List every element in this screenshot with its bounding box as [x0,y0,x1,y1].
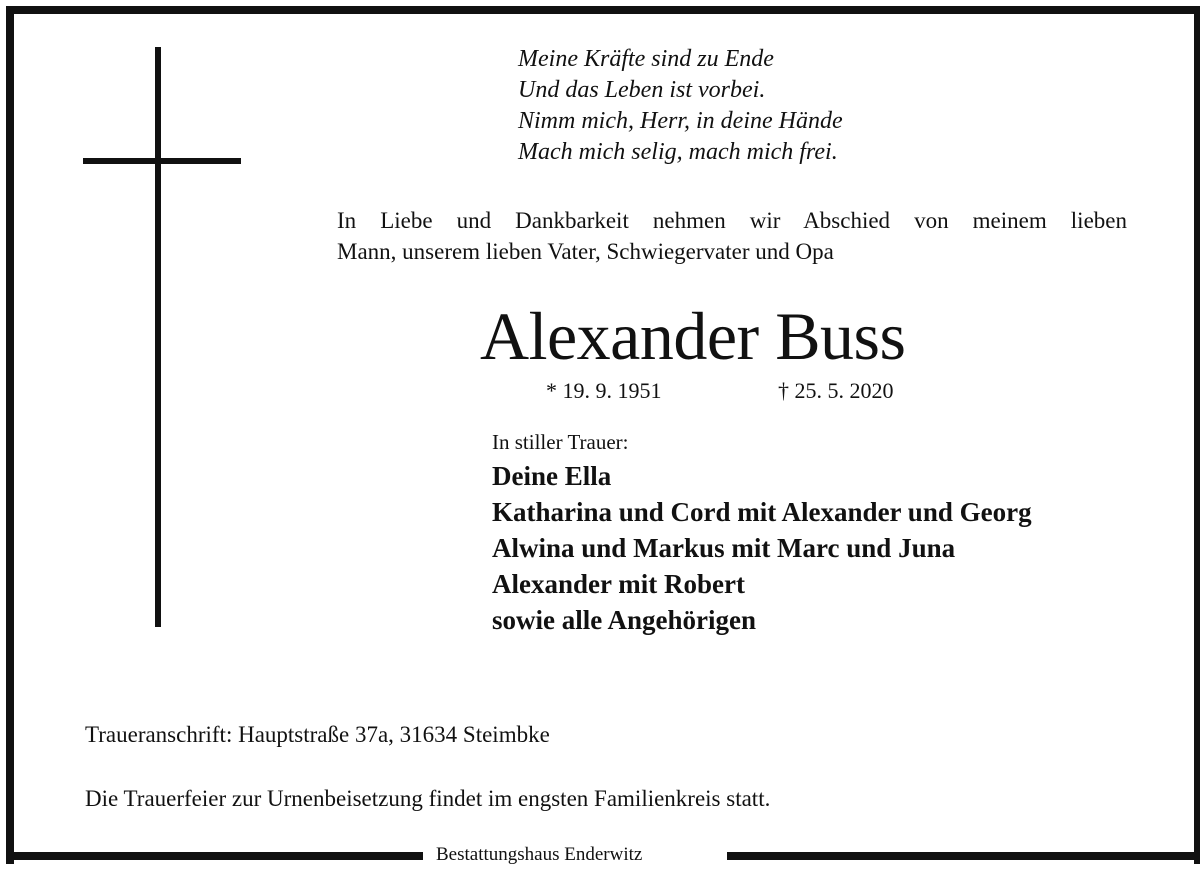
bottom-border-right [727,852,1194,860]
deceased-name: Alexander Buss [480,298,906,374]
mourner-entry: Alexander mit Robert [492,569,745,599]
farewell-line-2: Mann, unserem lieben Vater, Schwiegervater und Opa [337,239,834,264]
cross-icon-vertical-bar [155,47,161,627]
poem-line: Und das Leben ist vorbei. [518,77,766,103]
poem [518,44,1138,168]
poem-line: Meine Kräfte sind zu Ende [518,46,774,72]
mourning-label: In stiller Trauer: [492,430,629,454]
poem-line: Mach mich selig, mach mich frei. [518,139,838,165]
mourners-list [492,458,1192,638]
death-date: † 25. 5. 2020 [778,378,894,403]
farewell-line-1: In Liebe und Dankbarkeit nehmen wir Abschied von meinem lieben [337,208,1127,233]
mourner-entry: sowie alle Angehörigen [492,605,756,635]
mourner-entry: Deine Ella [492,461,612,491]
birth-date: * 19. 9. 1951 [546,378,662,403]
undertaker-name: Bestattungshaus Enderwitz [432,842,646,868]
mourner-entry: Alwina und Markus mit Marc und Juna [492,533,956,563]
mourner-entry: Katharina und Cord mit Alexander und Georg [492,497,1032,527]
cross-icon-horizontal-bar [83,158,241,164]
ceremony-notice: Die Trauerfeier zur Urnenbeisetzung findet im engsten Familienkreis statt. [85,786,771,811]
bottom-border-left [6,852,423,860]
poem-line: Nimm mich, Herr, in deine Hände [518,108,843,134]
farewell-text [337,205,1127,267]
mourning-address: Traueranschrift: Hauptstraße 37a, 31634 Steimbke [85,722,550,747]
